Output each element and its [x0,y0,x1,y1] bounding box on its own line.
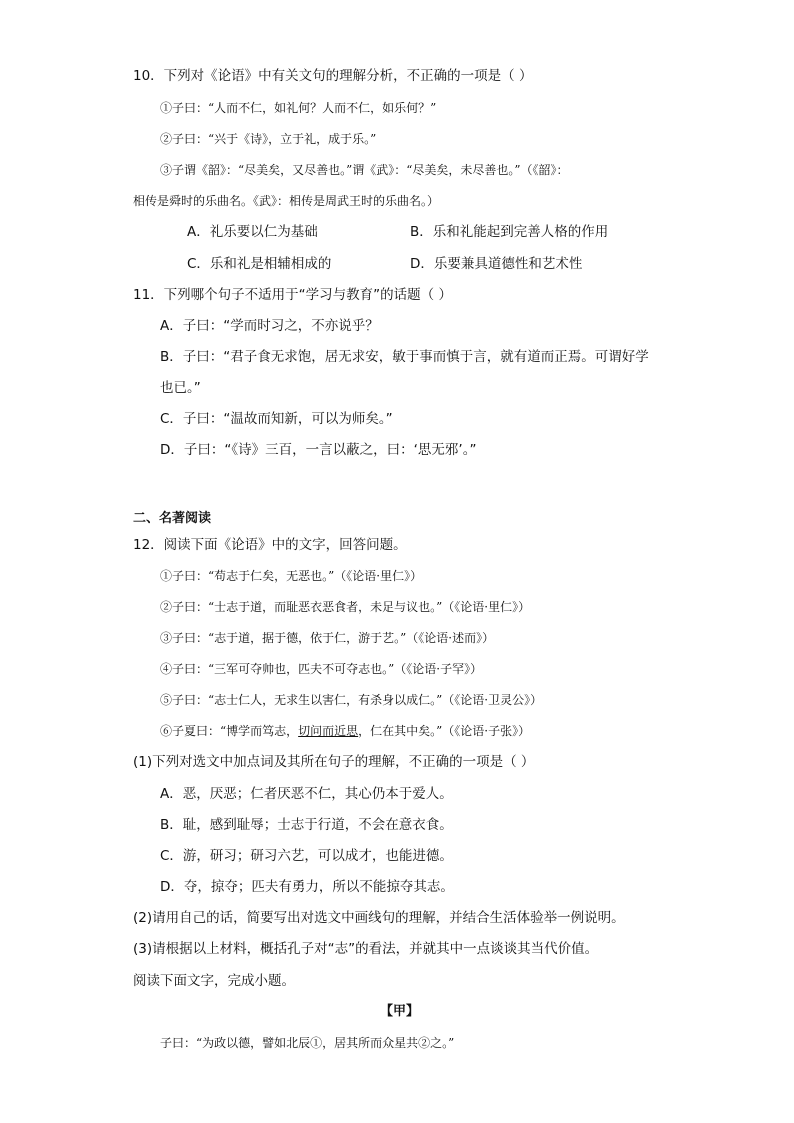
q10-option-d: D．乐要兼具道德性和艺术性 [410,256,583,272]
q12-sub-1-d: D．夺，掠夺；匹夫有勇力，所以不能掠夺其志。 [160,879,454,895]
q12-quote-6 [160,722,530,740]
q11-option-c: C．子曰：“温故而知新，可以为师矣。” [160,411,393,427]
q11-option-a: A．子曰：“学而时习之，不亦说乎？ [160,318,379,334]
q10-option-a: A．礼乐要以仁为基础 [187,224,318,240]
q12-sub-3: (3)请根据以上材料，概括孔子对“志”的看法，并就其中一点谈谈其当代价值。 [133,941,599,957]
q10-quote-3: ③子谓《韶》：“尽美矣，又尽善也。”谓《武》：“尽美矣，未尽善也。”（《韶》： [160,163,569,177]
q10-option-c: C．乐和礼是相辅相成的 [187,256,332,272]
q10-quote-1: ①子曰：“人而不仁，如礼何？人而不仁，如乐何？” [160,101,437,115]
q12-quote-5: ⑤子曰：“志士仁人，无求生以害仁，有杀身以成仁。”（《论语·卫灵公》） [160,693,543,707]
q12-quote-3: ③子曰：“志于道，据于德，依于仁，游于艺。”（《论语·述而》） [160,631,495,645]
quote-6-pre: ⑥子夏曰：“博学而笃志， [160,724,299,738]
q12-stem: 12．阅读下面《论语》中的文字，回答问题。 [133,537,407,553]
q12-sub-1-b: B．耻，感到耻辱；士志于行道，不会在意衣食。 [160,817,453,833]
q11-option-b-cont: 也已。” [160,380,201,396]
q12-sub-1: (1)下列对选文中加点词及其所在句子的理解，不正确的一项是（ ） [133,754,535,770]
quote-6-post: ，仁在其中矣。”（《论语·子张》） [358,724,531,738]
q12-sub-1-a: A．恶，厌恶；仁者厌恶不仁，其心仍本于爱人。 [160,786,453,802]
q12-sub-1-c: C．游，研习；研习六艺，可以成才，也能进德。 [160,848,453,864]
q12-quote-4: ④子曰：“三军可夺帅也，匹夫不可夺志也。”（《论语·子罕》） [160,662,483,676]
q10-quote-2: ②子曰：“兴于《诗》，立于礼，成于乐。” [160,132,377,146]
q11-stem: 11．下列哪个句子不适用于“学习与教育”的话题（ ） [133,287,452,303]
jia-quote: 子曰：“为政以德，譬如北辰①，居其所而众星共②之。” [160,1036,455,1050]
section-title: 二、名著阅读 [133,511,212,526]
underlined-phrase: 切问而近思 [298,724,359,738]
q10-quote-3-cont: 相传是舜时的乐曲名。《武》：相传是周武王时的乐曲名。） [133,194,440,208]
q12-quote-1: ①子曰：“苟志于仁矣，无恶也。”（《论语·里仁》） [160,569,423,583]
q12-sub-2: (2)请用自己的话，简要写出对选文中画线句的理解，并结合生活体验举一例说明。 [133,910,625,926]
q11-option-d: D．子曰：“《诗》三百，一言以蔽之，曰：‘思无邪’。” [160,442,477,458]
q11-option-b: B．子曰：“君子食无求饱，居无求安，敏于事而慎于言，就有道而正焉。可谓好学 [160,349,649,365]
q10-option-b: B．乐和礼能起到完善人格的作用 [410,224,609,240]
q12-quote-2: ②子曰：“士志于道，而耻恶衣恶食者，未足与议也。”（《论语·里仁》） [160,600,531,614]
jia-title: 【甲】 [380,1004,420,1019]
reading-intro: 阅读下面文字，完成小题。 [133,973,295,989]
q10-stem: 10．下列对《论语》中有关文句的理解分析，不正确的一项是（ ） [133,68,533,84]
